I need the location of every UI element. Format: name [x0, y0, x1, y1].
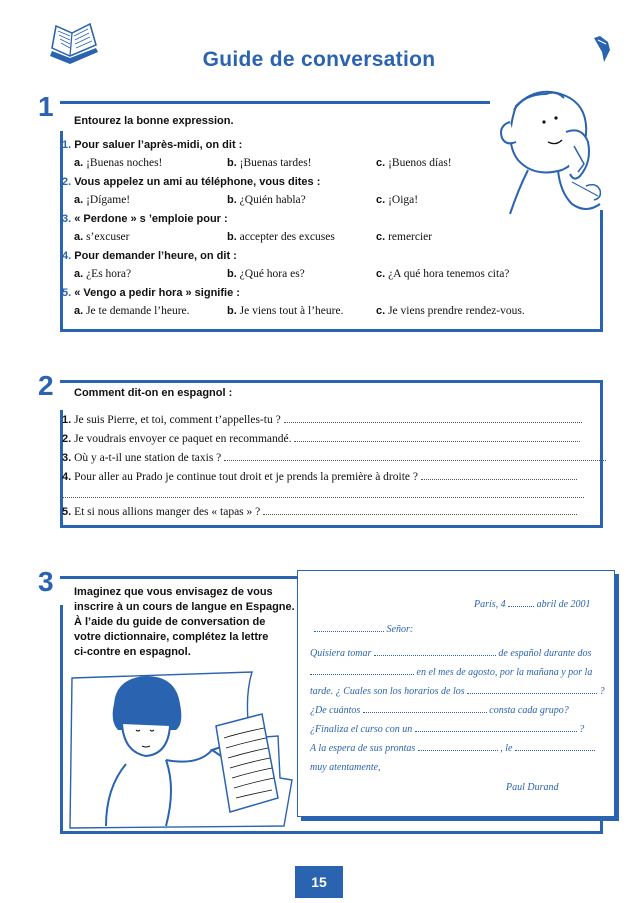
option-text: ¡Buenas tardes! — [239, 157, 312, 169]
option-text: Je viens tout à l’heure. — [239, 305, 344, 317]
section-2-frame-top — [60, 380, 603, 383]
question-5 — [62, 287, 240, 299]
option-letter: c. — [376, 194, 386, 206]
letter-line-6 — [310, 743, 595, 754]
item-text: Pour aller au Prado je continue tout droit et je prends la première à droite ? — [74, 471, 418, 483]
question-1 — [62, 139, 242, 151]
letter-signature: Paul Durand — [506, 782, 559, 793]
option-text: s’excuser — [86, 231, 130, 243]
answer-blank[interactable] — [263, 506, 577, 515]
option-text: Je viens prendre rendez-vous. — [388, 305, 525, 317]
instruction-line: votre dictionnaire, complétez la lettre — [74, 631, 269, 643]
section-1-number: 1 — [38, 91, 54, 122]
answer-blank[interactable] — [224, 452, 606, 461]
letter-text: de español durante dos — [498, 648, 592, 659]
letter-blank[interactable] — [467, 686, 597, 694]
section-3-frame-bottom — [60, 831, 603, 834]
section-2-instruction: Comment dit-on en espagnol : — [74, 387, 233, 399]
instruction-line: inscrire à un cours de langue en Espagne. — [74, 601, 295, 613]
option-letter: a. — [74, 231, 84, 243]
letter-text: , le — [500, 743, 513, 754]
letter-line-2 — [310, 667, 592, 678]
letter-closing: muy atentamente, — [310, 762, 381, 773]
translation-item-5 — [62, 506, 586, 518]
answer-option[interactable] — [74, 305, 190, 317]
question-2 — [62, 176, 320, 188]
option-letter: b. — [227, 157, 237, 169]
girl-writing-illustration — [66, 668, 298, 830]
answer-blank[interactable] — [62, 489, 584, 498]
letter-text: en el mes de agosto, por la mañana y por la — [416, 667, 593, 678]
letter-text: ? — [599, 686, 605, 697]
option-text: Je te demande l’heure. — [86, 305, 190, 317]
question-text: Vous appelez un ami au téléphone, vous dites : — [74, 176, 321, 188]
answer-blank[interactable] — [421, 471, 577, 480]
option-letter: a. — [74, 157, 84, 169]
section-1-instruction: Entourez la bonne expression. — [74, 115, 234, 127]
question-text: « Vengo a pedir hora » signifie : — [74, 287, 240, 299]
option-letter: b. — [227, 194, 237, 206]
option-text: ¡Buenas noches! — [86, 157, 163, 169]
section-2-number: 2 — [38, 370, 54, 401]
option-text: ¿Qué hora es? — [239, 268, 305, 280]
option-text: ¡Buenos días! — [388, 157, 452, 169]
option-letter: c. — [376, 305, 386, 317]
item-number: 3. — [62, 452, 72, 464]
answer-blank[interactable] — [294, 433, 580, 442]
letter-text: A la espera de sus prontas — [310, 743, 416, 754]
item-text: Je voudrais envoyer ce paquet en recommandé. — [74, 433, 292, 445]
instruction-line: ci-contre en espagnol. — [74, 646, 191, 658]
answer-option[interactable] — [227, 157, 312, 169]
section-2-frame-bottom — [60, 525, 603, 528]
boy-on-phone-illustration — [488, 86, 612, 216]
answer-option[interactable] — [227, 231, 335, 243]
option-text: ¿Es hora? — [86, 268, 132, 280]
letter-text: Quisiera tomar — [310, 648, 372, 659]
section-3-frame-top — [60, 576, 300, 579]
option-letter: c. — [376, 231, 386, 243]
letter-line-3 — [310, 686, 605, 697]
question-text: « Perdone » s ’emploie pour : — [74, 213, 228, 225]
translation-item-4-continued — [62, 489, 586, 501]
option-text: ¡Oiga! — [388, 194, 419, 206]
option-letter: b. — [227, 305, 237, 317]
section-1-frame-left — [60, 131, 63, 331]
option-letter: a. — [74, 194, 84, 206]
letter-text: ¿De cuántos — [310, 705, 361, 716]
answer-blank[interactable] — [284, 414, 582, 423]
answer-option[interactable] — [227, 194, 306, 206]
option-letter: a. — [74, 305, 84, 317]
section-1-frame-right — [600, 210, 603, 332]
translation-item-4 — [62, 471, 586, 483]
question-text: Pour demander l’heure, on dit : — [74, 250, 237, 262]
letter-text: tarde. ¿ Cuales son los horarios de los — [310, 686, 465, 697]
letter-blank[interactable] — [374, 648, 496, 656]
translation-item-3 — [62, 452, 586, 464]
page-title: Guide de conversation — [202, 48, 436, 71]
question-4 — [62, 250, 237, 262]
letter-text: consta cada grupo? — [489, 705, 569, 716]
letter-blank[interactable] — [415, 724, 577, 732]
option-text: accepter des excuses — [239, 231, 335, 243]
option-letter: b. — [227, 231, 237, 243]
pen-icon — [590, 34, 614, 64]
letter-blank[interactable] — [418, 743, 498, 751]
item-text: Où y a-t-il une station de taxis ? — [74, 452, 222, 464]
question-text: Pour saluer l’après-midi, on dit : — [74, 139, 243, 151]
instruction-line: À l’aide du guide de conversation de — [74, 616, 266, 628]
letter-text: ¿Finaliza el curso con un — [310, 724, 413, 735]
answer-option[interactable] — [376, 305, 525, 317]
option-text: remercier — [388, 231, 433, 243]
answer-option[interactable] — [227, 305, 343, 317]
answer-option[interactable] — [376, 268, 509, 280]
question-number: 4. — [62, 250, 72, 262]
date-rest: abril de 2001 — [536, 599, 591, 610]
letter-line-5 — [310, 724, 584, 735]
question-number: 2. — [62, 176, 72, 188]
option-letter: c. — [376, 268, 386, 280]
question-number: 5. — [62, 287, 72, 299]
date-day-blank[interactable] — [508, 599, 534, 607]
option-text: ¿Quién habla? — [239, 194, 306, 206]
item-number: 1. — [62, 414, 72, 426]
answer-option[interactable] — [376, 157, 452, 169]
letter-box — [297, 570, 615, 817]
salutation-blank[interactable] — [314, 624, 384, 632]
date-city: París, 4 — [474, 599, 506, 610]
page-number: 15 — [295, 866, 343, 898]
translation-item-2 — [62, 433, 586, 445]
letter-blank[interactable] — [310, 667, 414, 675]
question-number: 1. — [62, 139, 72, 151]
option-letter: a. — [74, 268, 84, 280]
instruction-line: Imaginez que vous envisagez de vous — [74, 586, 273, 598]
option-letter: b. — [227, 268, 237, 280]
item-number: 5. — [62, 506, 72, 518]
answer-option[interactable] — [376, 194, 418, 206]
answer-option[interactable] — [376, 231, 432, 243]
answer-option[interactable] — [74, 157, 162, 169]
section-3-instruction — [74, 585, 295, 660]
answer-option[interactable] — [74, 194, 130, 206]
option-letter: c. — [376, 157, 386, 169]
letter-date — [474, 599, 591, 610]
option-text: ¿A qué hora tenemos cita? — [388, 268, 510, 280]
letter-text: ? — [579, 724, 585, 735]
item-text: Je suis Pierre, et toi, comment t’appelles-tu ? — [74, 414, 281, 426]
section-1-frame-top — [60, 101, 490, 104]
translation-item-1 — [62, 414, 586, 426]
answer-option[interactable] — [227, 268, 305, 280]
letter-line-4 — [310, 705, 569, 716]
item-text: Et si nous allions manger des « tapas » ? — [74, 506, 261, 518]
letter-salutation — [314, 624, 413, 635]
answer-option[interactable] — [74, 268, 131, 280]
section-1-frame-bottom — [60, 329, 603, 332]
section-3-number: 3 — [38, 566, 54, 597]
item-number: 4. — [62, 471, 72, 483]
letter-line-1 — [310, 648, 591, 659]
question-number: 3. — [62, 213, 72, 225]
question-3 — [62, 213, 228, 225]
section-3-frame-left — [60, 605, 63, 833]
answer-option[interactable] — [74, 231, 130, 243]
letter-blank[interactable] — [363, 705, 487, 713]
item-number: 2. — [62, 433, 72, 445]
option-text: ¡Dígame! — [86, 194, 131, 206]
salutation-text: Señor: — [386, 624, 414, 635]
letter-blank[interactable] — [515, 743, 595, 751]
